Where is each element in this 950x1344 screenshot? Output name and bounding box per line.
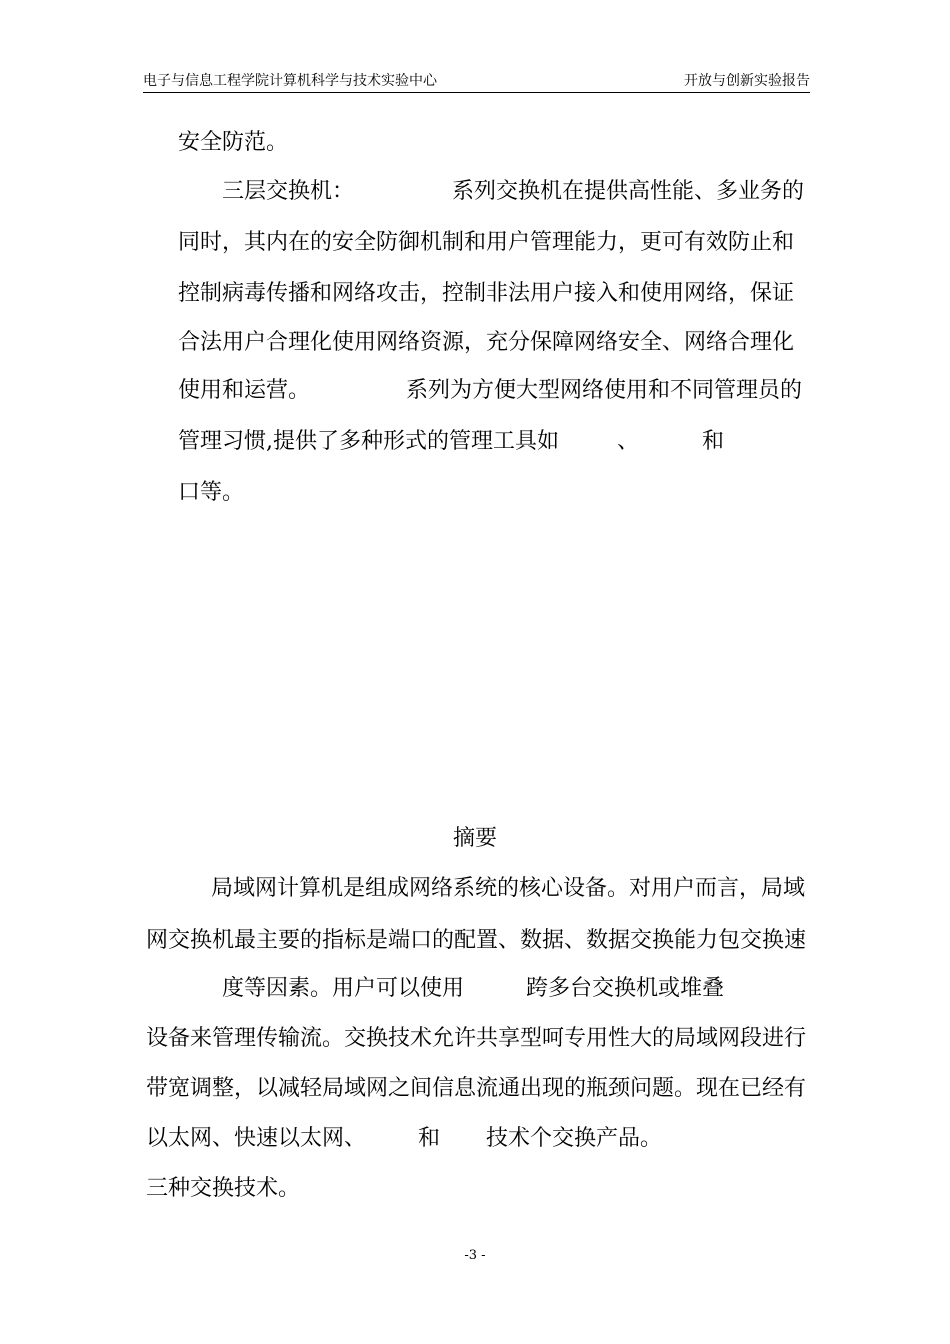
paragraph-line: 度等因素。用户可以使用 — [222, 976, 465, 1001]
paragraph-line: 系列交换机在提供高性能、多业务的 — [452, 179, 805, 204]
paragraph-line: 安全防范。 — [178, 130, 289, 155]
paragraph-line: 三种交换技术。 — [146, 1176, 301, 1201]
page-number: -3 - — [464, 1248, 486, 1263]
paragraph-line: 局域网计算机是组成网络系统的核心设备。对用户而言，局域 — [211, 876, 806, 901]
header-institution: 电子与信息工程学院计算机科学与技术实验中心 — [143, 73, 437, 89]
paragraph-line: 控制病毒传播和网络攻击，控制非法用户接入和使用网络，保证 — [178, 281, 795, 306]
paragraph-line: 以太网、快速以太网、 — [146, 1126, 367, 1151]
paragraph-line: 、 — [617, 429, 640, 454]
paragraph-line: 使用和运营。 — [178, 378, 311, 403]
paragraph-line: 网交换机最主要的指标是端口的配置、数据、数据交换能力包交换速 — [146, 928, 807, 953]
paragraph-line: 口等。 — [178, 480, 245, 505]
abstract-title: 摘要 — [452, 826, 497, 851]
paragraph-line: 管理习惯,提供了多种形式的管理工具如 — [178, 429, 559, 454]
paragraph-line: 系列为方便大型网络使用和不同管理员的 — [406, 378, 803, 403]
paragraph-line: 设备来管理传输流。交换技术允许共享型呵专用性大的局域网段进行 — [146, 1026, 807, 1051]
paragraph-line: 技术个交换产品。 — [486, 1126, 663, 1151]
paragraph-line: 同时，其内在的安全防御机制和用户管理能力，更可有效防止和 — [178, 230, 795, 255]
paragraph-line: 和 — [418, 1126, 441, 1151]
paragraph-line: 和 — [702, 429, 725, 454]
paragraph-line: 带宽调整，以减轻局域网之间信息流通出现的瓶颈问题。现在已经有 — [146, 1076, 807, 1101]
header-report-title: 开放与创新实验报告 — [684, 73, 810, 89]
paragraph-line: 合法用户合理化使用网络资源，充分保障网络安全、网络合理化 — [178, 330, 795, 355]
page-header — [143, 70, 810, 93]
paragraph-line: 跨多台交换机或堆叠 — [526, 976, 725, 1001]
paragraph-line: 三层交换机： — [222, 179, 355, 204]
